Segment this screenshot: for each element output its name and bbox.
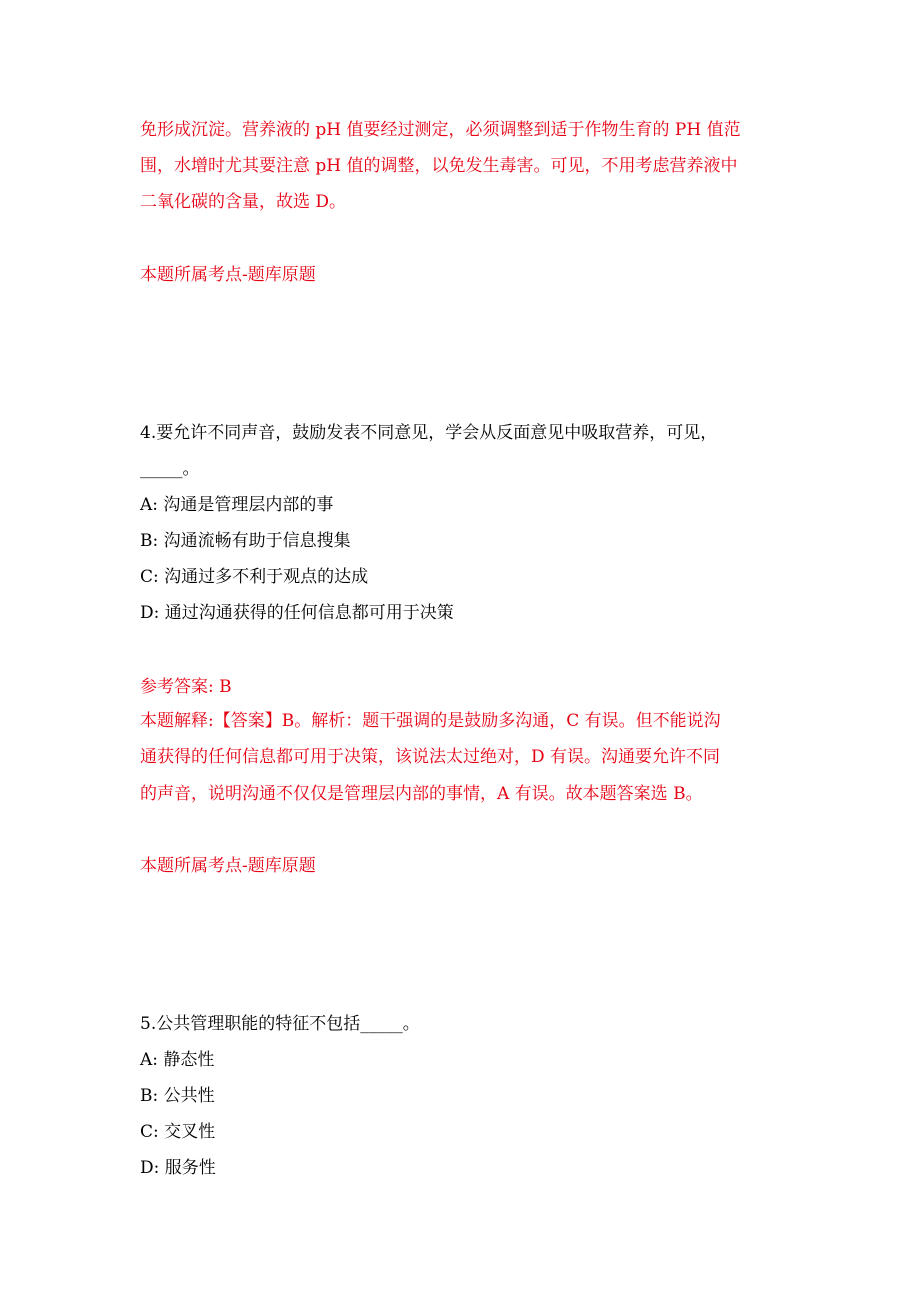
explanation-line: 免形成沉淀。营养液的 pH 值要经过测定，必须调整到适于作物生育的 PH 值范 — [140, 120, 741, 140]
answer-label: 参考答案: B — [140, 677, 232, 697]
explanation-line: 围，水增时尤其要注意 pH 值的调整，以免发生毒害。可见，不用考虑营养液中 — [140, 156, 738, 176]
option-a: A: 静态性 — [140, 1050, 215, 1070]
option-b: B: 公共性 — [140, 1086, 215, 1106]
option-c: C: 交叉性 — [140, 1122, 216, 1142]
question-stem: 4.要允许不同声音，鼓励发表不同意见，学会从反面意见中吸取营养，可见， — [140, 423, 718, 443]
question-stem: _____。 — [140, 459, 200, 479]
option-b: B: 沟通流畅有助于信息搜集 — [140, 531, 351, 551]
option-a: A: 沟通是管理层内部的事 — [140, 495, 334, 515]
explanation-line: 本题解释:【答案】B。解析：题干强调的是鼓励多沟通，C 有误。但不能说沟 — [140, 711, 721, 731]
explanation-line: 的声音，说明沟通不仅仅是管理层内部的事情，A 有误。故本题答案选 B。 — [140, 784, 703, 804]
option-d: D: 服务性 — [140, 1158, 216, 1178]
question-stem: 5.公共管理职能的特征不包括_____。 — [140, 1014, 420, 1034]
source-label: 本题所属考点-题库原题 — [140, 265, 316, 285]
explanation-line: 通获得的任何信息都可用于决策，该说法太过绝对，D 有误。沟通要允许不同 — [140, 747, 721, 767]
explanation-line: 二氧化碳的含量，故选 D。 — [140, 192, 347, 212]
source-label: 本题所属考点-题库原题 — [140, 856, 316, 876]
option-d: D: 通过沟通获得的任何信息都可用于决策 — [140, 603, 454, 623]
option-c: C: 沟通过多不利于观点的达成 — [140, 567, 369, 587]
